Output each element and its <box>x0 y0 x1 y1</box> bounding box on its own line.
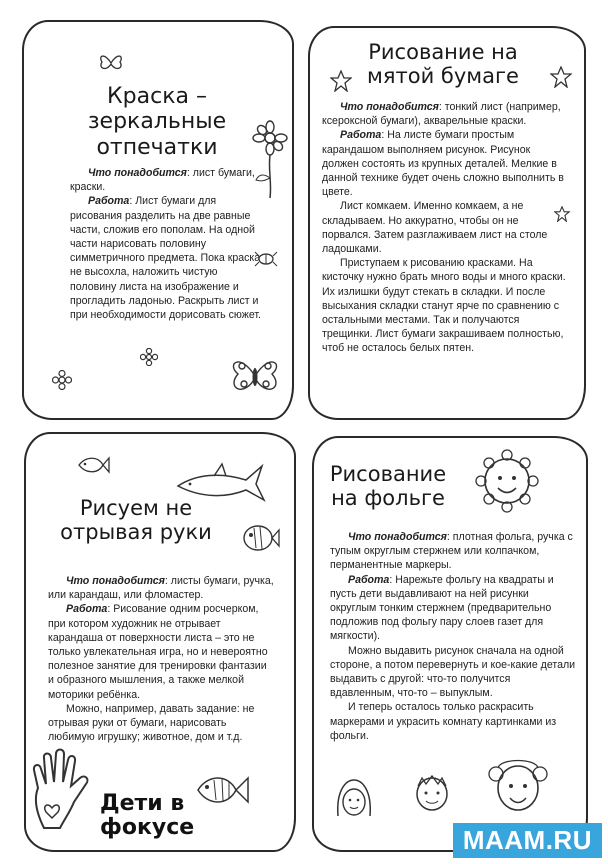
fish-icon <box>194 770 250 810</box>
card-body: Что понадобится: тонкий лист (например, ксероксной бумаги), акварельные краски. Работа: На листе бумаги простым карандашом выполняем рисунок. Рисунок должен состоять из крупных деталей. Мелкие в данной технике будет очень сложно выполнить в цвете. Лист комкаем. Именно комкаем, а не складываем. Но аккуратно, чтобы он не порвался. Затем разглаживаем лист на столе ладошками. Приступаем к рисованию красками. На кисточку нужно брать много воды и много краски. Их излишки будут стекать в складки. И после высыхания складки станут ярче по сравнению с остальными местами. Так и получаются трещинки. Лист бумаги закрашиваем полностью, чтоб не осталось белых пятен. <box>322 101 566 355</box>
card-title: Рисование на мятой бумаге <box>367 40 519 89</box>
girl-face-icon <box>334 776 374 820</box>
logo-text: Дети в фокусе <box>100 791 195 840</box>
paragraph: Приступаем к рисованию красками. На кисточку нужно брать много воды и много краски. Их излишки будут стекать в складки. И после высыхания складки станут ярче по сравнению с остальными местами. Так и получаются трещинки. Лист бумаги закрашиваем полностью, чтоб не осталось белых пятен. <box>322 257 566 355</box>
card-crumpled-paper <box>308 26 586 420</box>
girl-face-icon <box>486 754 550 816</box>
bug-icon <box>254 248 278 268</box>
card-title: Рисуем не отрывая руки <box>60 496 212 545</box>
star-icon <box>550 66 572 88</box>
paragraph: Лист комкаем. Именно комкаем, а не складываем. Но аккуратно, чтобы он не порвался. Затем разглаживаем лист на столе ладошками. <box>322 200 548 256</box>
fish-icon <box>76 454 110 476</box>
butterfly-icon <box>98 52 124 74</box>
watermark-badge: MAAM.RU <box>453 823 602 858</box>
sun-face-icon <box>474 448 540 514</box>
card-body: Что понадобится: листы бумаги, ручка, или карандаш, или фломастер. Работа: Рисование одним росчерком, при котором художник не отрывает карандаша от поверхности листа – это не только увлекательная игра, но и невероятно полезное занятие для тренировки фантазии и образного мышления, а также мелкой моторики ребёнка. Можно, например, давать задание: не отрывая руки от бумаги, нарисовать любимую игрушку; животное, дом и т.д. <box>48 575 274 744</box>
hand-icon <box>30 748 94 832</box>
paragraph: И теперь осталось только раскрасить маркерами и украсить комнату картинками из фольги. <box>330 701 557 742</box>
card-body: Что понадобится: плотная фольга, ручка с тупым округлым стержнем или колпачком, перманентные маркеры. Работа: Нарежьте фольгу на квадраты и пусть дети выдавливают на ней рисунки округлым тонким стержнем (предварительно подложив под фольгу пару слоев газет для мягкости). Можно выдавить рисунок сначала на одной стороне, а потом перевернуть и кое-какие детали выдавить с другой: что-то получится вдавленным, что-то – выпуклым. И теперь осталось только раскрасить маркерами и украсить комнату картинками из фольги. <box>330 531 576 742</box>
card-one-stroke <box>24 432 296 852</box>
card-body: Что понадобится: лист бумаги, краски. Работа: Лист бумаги для рисования разделить на две равные части, сложив его пополам. На одной части нарисовать половину симметричного предмета. Пока краска не высохла, наложить чистую половину листа на изображение и прогладить ладонью. Раскрыть лист и при необходимости дорисовать сюжет. <box>70 167 262 322</box>
paragraph: Можно выдавить рисунок сначала на одной стороне, а потом перевернуть и кое-какие детали выдавить с другой: что-то получится вдавленным, что-то – выпуклым. <box>330 644 576 700</box>
flower-icon <box>140 348 158 366</box>
boy-face-icon <box>412 770 452 814</box>
flower-icon <box>52 370 72 390</box>
fish-icon <box>240 520 280 556</box>
card-foil <box>312 436 588 852</box>
card-title: Рисование на фольге <box>329 462 447 511</box>
paragraph: Можно, например, давать задание: не отрывая руки от бумаги, нарисовать любимую игрушку; животное, дом и т.д. <box>48 702 255 744</box>
card-mirror-prints <box>22 20 294 420</box>
card-title: Краска – зеркальные отпечатки <box>87 84 227 160</box>
ladybug-icon <box>230 352 280 400</box>
